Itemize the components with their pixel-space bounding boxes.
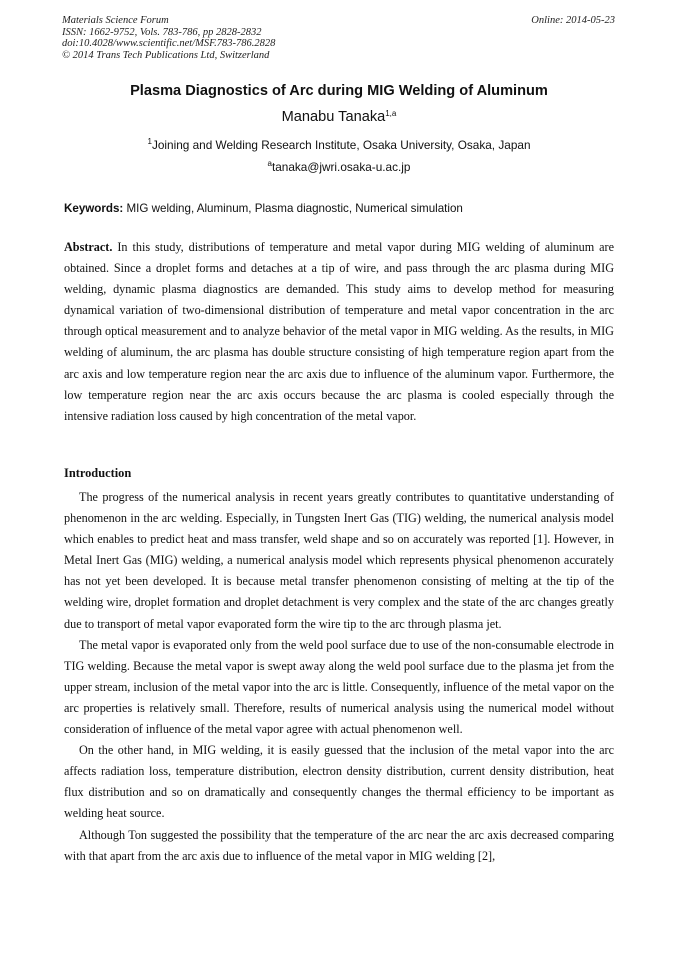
keywords [64,202,616,215]
abstract-label: Abstract. [64,240,113,254]
affiliation-text: Joining and Welding Research Institute, Osaka University, Osaka, Japan [151,138,531,152]
author-superscript: 1,a [385,109,397,118]
intro-paragraph: The progress of the numerical analysis in recent years greatly contributes to quantitative understanding of phenomenon in the arc welding. Especially, in Tungsten Inert Gas (TIG) welding, the numerical analysis model which enables to predict heat and mass transfer, weld shape and so on accurately was reported [1]. However, in Metal Inert Gas (MIG) welding, a numerical analysis model which represents physical phenomenon accurately has not yet been developed. It is because metal transfer phenomenon consisting of melting at the tip of the welding wire, droplet formation and droplet detachment is very complex and the state of the arc changes greatly due to transport of metal vapor evaporated form the wire tip to the arc through plasma jet. [64,490,614,631]
intro-paragraph: On the other hand, in MIG welding, it is easily guessed that the inclusion of the metal vapor into the arc affects radiation loss, temperature distribution, electron density distribution, current density distribution, heat flux distribution and so on dramatically and consequently changes the thermal efficiency to be important as welding heat source. [64,743,614,821]
author-line [0,109,678,125]
journal-header [62,15,615,61]
paper-title: Plasma Diagnostics of Arc during MIG Welding of Aluminum [130,83,548,99]
abstract-text: In this study, distributions of temperature and metal vapor during MIG welding of aluminum are obtained. Since a droplet forms and detaches at a tip of wire, and pass through the arc plasma during MIG welding, dynamic plasma diagnostics are demanded. This study aims to develop method for measuring dynamical variation of two-dimensional distribution of temperature and metal vapor concentration in the arc through optical measurement and to analyze behavior of the metal vapor in MIG welding. As the results, in MIG welding of aluminum, the arc plasma has double structure consisting of high temperature region apart from the arc axis and low temperature region near the arc axis due to influence of the aluminum vapor. Furthermore, the low temperature region near the arc axis occurs because the arc plasma is cooled especially through the intensive radiation loss caused by high concentration of the metal vapor. [64,240,614,423]
journal-name: Materials Science Forum [62,15,169,26]
issn-line: ISSN: 1662-9752, Vols. 783-786, pp 2828-2832 [62,26,262,38]
intro-paragraph: Although Ton suggested the possibility that the temperature of the arc near the arc axis decreased comparing with that apart from the arc axis due to influence of the metal vapor in MIG welding [2], [64,827,614,863]
author-name: Manabu Tanaka [281,109,386,125]
email-address: tanaka@jwri.osaka-u.ac.jp [271,160,411,174]
introduction-heading: Introduction [64,466,132,480]
affiliation-superscript: 1 [147,137,152,146]
doi-line: doi:10.4028/www.scientific.net/MSF.783-786.2828 [62,38,276,50]
online-date: Online: 2014-05-23 [531,15,615,26]
copyright-line: © 2014 Trans Tech Publications Ltd, Switzerland [62,49,270,61]
keywords-text: MIG welding, Aluminum, Plasma diagnostic, Numerical simulation [126,202,463,215]
introduction-body [64,487,614,867]
keywords-label: Keywords: [64,202,124,215]
email-superscript: a [267,159,272,168]
abstract [64,237,614,427]
email-line [0,160,678,174]
intro-paragraph: The metal vapor is evaporated only from the weld pool surface due to use of the non-consumable electrode in TIG welding. Because the metal vapor is swept away along the weld pool surface due to the plasma jet from the upper stream, inclusion of the metal vapor into the arc is little. Consequently, influence of the metal vapor on the arc properties is relatively small. Therefore, results of numerical analysis using the numerical model without consideration of influence of the metal vapor agree with actual phenomenon well. [64,637,614,737]
affiliation-line [0,138,678,152]
